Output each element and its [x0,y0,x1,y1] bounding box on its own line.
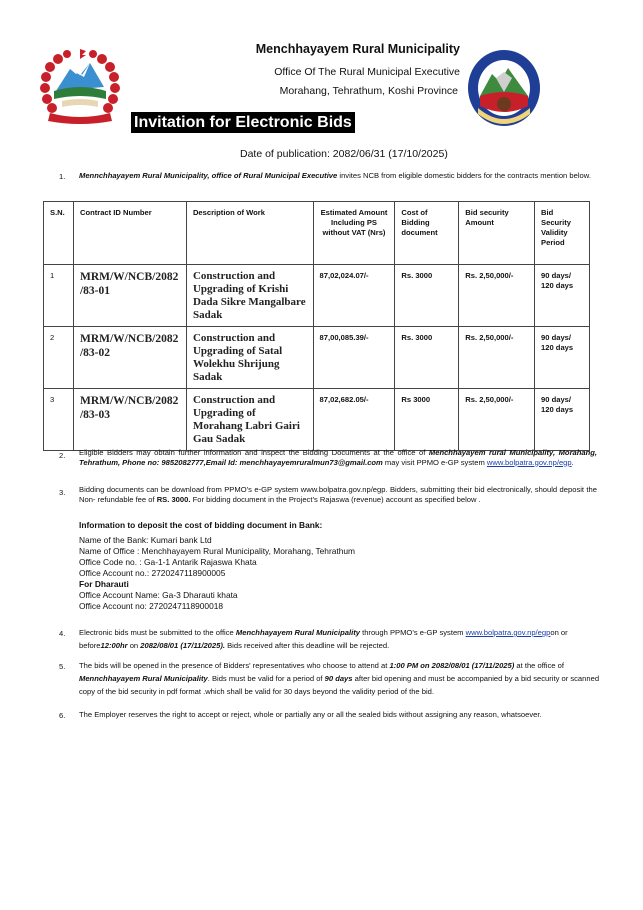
table-header-row [44,202,590,265]
clause-3-text-a: Bidding documents can be download from PPMO’s e-GP system www.bolpatra.gov.np/egp. Bidders, submitting their bid electronically, should deposit the Non- refundable fee of [79,485,597,504]
cell-validity: 90 days/ 120 days [535,389,590,451]
clause-5-office: Mennchhayayem Rural Municipality [79,674,208,683]
cell-contract-id: MRM/W/NCB/2082 /83-02 [73,327,186,389]
cell-description: Construction and Upgrading of Morahang Labri Gairi Gau Sadak [186,389,313,451]
clause-4-time: 12:00hr [100,641,128,650]
clause-4 [79,626,599,652]
dharauti-account-name: Office Account Name: Ga-3 Dharauti khata [79,590,238,600]
contracts-table [43,201,590,451]
bank-name: Name of the Bank: Kumari bank Ltd [79,535,212,545]
clause-3-fee: RS. 3000. [156,494,191,504]
table-row [44,327,590,389]
clause-3 [79,485,597,504]
page-title: Invitation for Electronic Bids [131,112,355,133]
municipality-seal-logo [466,48,542,128]
cell-sn: 2 [44,327,74,389]
cell-bid-security: Rs. 2,50,000/- [459,389,535,451]
cell-cost: Rs 3000 [395,389,459,451]
cell-contract-id: MRM/W/NCB/2082 /83-01 [73,265,186,327]
col-header-estimated-amount: Estimated Amount Including PS without VAT (Nrs) [313,202,395,265]
clause-4-text-b: through PPMO’s e-GP system [359,628,466,637]
clause-4-text-a: Electronic bids must be submitted to the office [79,628,236,637]
clause-2-text-a: Eligible Bidders may obtain further information and inspect the Bidding Documents at the office of [79,448,429,457]
publication-date: Date of publication: 2082/06/31 (17/10/2025) [240,148,448,160]
clause-4-text-e: Bids received after this deadline will be rejected. [224,641,390,650]
clause-2-number: 2. [59,451,66,460]
office-account-no: Office Account no.: 2720247118900005 [79,568,226,578]
clause-2-text-c: . [571,457,574,467]
col-header-description: Description of Work [186,202,313,265]
col-header-validity: Bid Security Validity Period [535,202,590,265]
clause-1-number: 1. [59,172,66,181]
bank-info [79,520,355,612]
cell-estimated-amount: 87,02,024.07/- [313,265,395,327]
clause-5-validity: 90 days [324,674,353,683]
cell-validity: 90 days/ 120 days [535,265,590,327]
clause-2 [79,448,597,467]
clause-3-text-b: For bidding document in the Project’s Rajaswa (revenue) account as specified below . [190,494,481,504]
clause-4-date: 2082/08/01 (17/11/2025). [140,641,225,650]
table-row [44,389,590,451]
dharauti-account-no: Office Account no: 2720247118900018 [79,601,224,611]
clause-4-text-c: on or before [79,628,568,650]
cell-sn: 3 [44,389,74,451]
clause-6-number: 6. [59,711,66,720]
cell-estimated-amount: 87,00,085.39/- [313,327,395,389]
cell-contract-id: MRM/W/NCB/2082 /83-03 [73,389,186,451]
cell-bid-security: Rs. 2,50,000/- [459,265,535,327]
clause-2-text-b: may visit PPMO e-GP system [382,457,487,467]
col-header-bid-security: Bid security Amount [459,202,535,265]
emblem-icon [36,47,124,127]
cell-bid-security: Rs. 2,50,000/- [459,327,535,389]
seal-icon [466,48,542,128]
col-header-contract-id: Contract ID Number [73,202,186,265]
cell-description: Construction and Upgrading of Satal Wolekhu Shrijung Sadak [186,327,313,389]
clause-5-text-a: The bids will be opened in the presence of Bidders' representatives who choose to attend at [79,661,390,670]
clause-1-bold: Mennchhayayem Rural Municipality, office of Rural Municipal Executive [79,171,338,180]
clause-4-number: 4. [59,629,66,638]
clause-2-contact: Menchhayayem rural Municipality, Morahang, Tehrathum, Phone no: 9852082777,Email Id: menchhayayemruralmun73@gmail.com [79,448,597,467]
bank-info-heading: Information to deposit the cost of bidding document in Bank: [79,520,323,530]
cell-cost: Rs. 3000 [395,265,459,327]
org-office: Office Of The Rural Municipal Executive [274,66,460,78]
col-header-sn: S.N. [44,202,74,265]
egp-link[interactable]: www.bolpatra.gov.np/egp [465,628,551,637]
clause-3-number: 3. [59,488,66,497]
col-header-cost: Cost of Bidding document [395,202,459,265]
cell-validity: 90 days/ 120 days [535,327,590,389]
office-name: Name of Office : Menchhayayem Rural Municipality, Morahang, Tehrathum [79,546,356,556]
egp-link[interactable]: www.bolpatra.gov.np/egp [486,457,572,467]
office-code: Office Code no. : Ga-1-1 Antarik Rajaswa Khata [79,557,257,567]
table-row [44,265,590,327]
cell-estimated-amount: 87,02,682.05/- [313,389,395,451]
clause-6: The Employer reserves the right to accept or reject, whole or partially any or all the sealed bids without assigning any reason, whatsoever. [79,710,542,719]
cell-sn: 1 [44,265,74,327]
clause-5-number: 5. [59,662,66,671]
dharauti-heading: For Dharauti [79,579,129,589]
cell-description: Construction and Upgrading of Krishi Dada Sikre Mangalbare Sadak [186,265,313,327]
nepal-emblem-logo [36,47,124,127]
clause-4-text-d: on [127,641,141,650]
clause-5-text-c: . Bids must be valid for a period of [207,674,325,683]
clause-1-text: invites NCB from eligible domestic bidders for the contracts mention below. [337,171,591,180]
clause-4-office: Menchhayayem Rural Municipality [235,628,360,637]
cell-cost: Rs. 3000 [395,327,459,389]
clause-5 [79,659,601,698]
org-address: Morahang, Tehrathum, Koshi Province [279,85,458,97]
clause-5-text-b: at the office of [514,661,564,670]
clause-5-text-d: after bid opening and must be accompanied by a bid security or scanned copy of the bid security in pdf format .which shall be valid for 30 days beyond the validity period of the bid. [79,674,600,696]
clause-1 [79,169,597,182]
org-name: Menchhayayem Rural Municipality [255,42,460,56]
clause-5-opening-time: 1:00 PM on 2082/08/01 (17/11/2025) [389,661,515,670]
